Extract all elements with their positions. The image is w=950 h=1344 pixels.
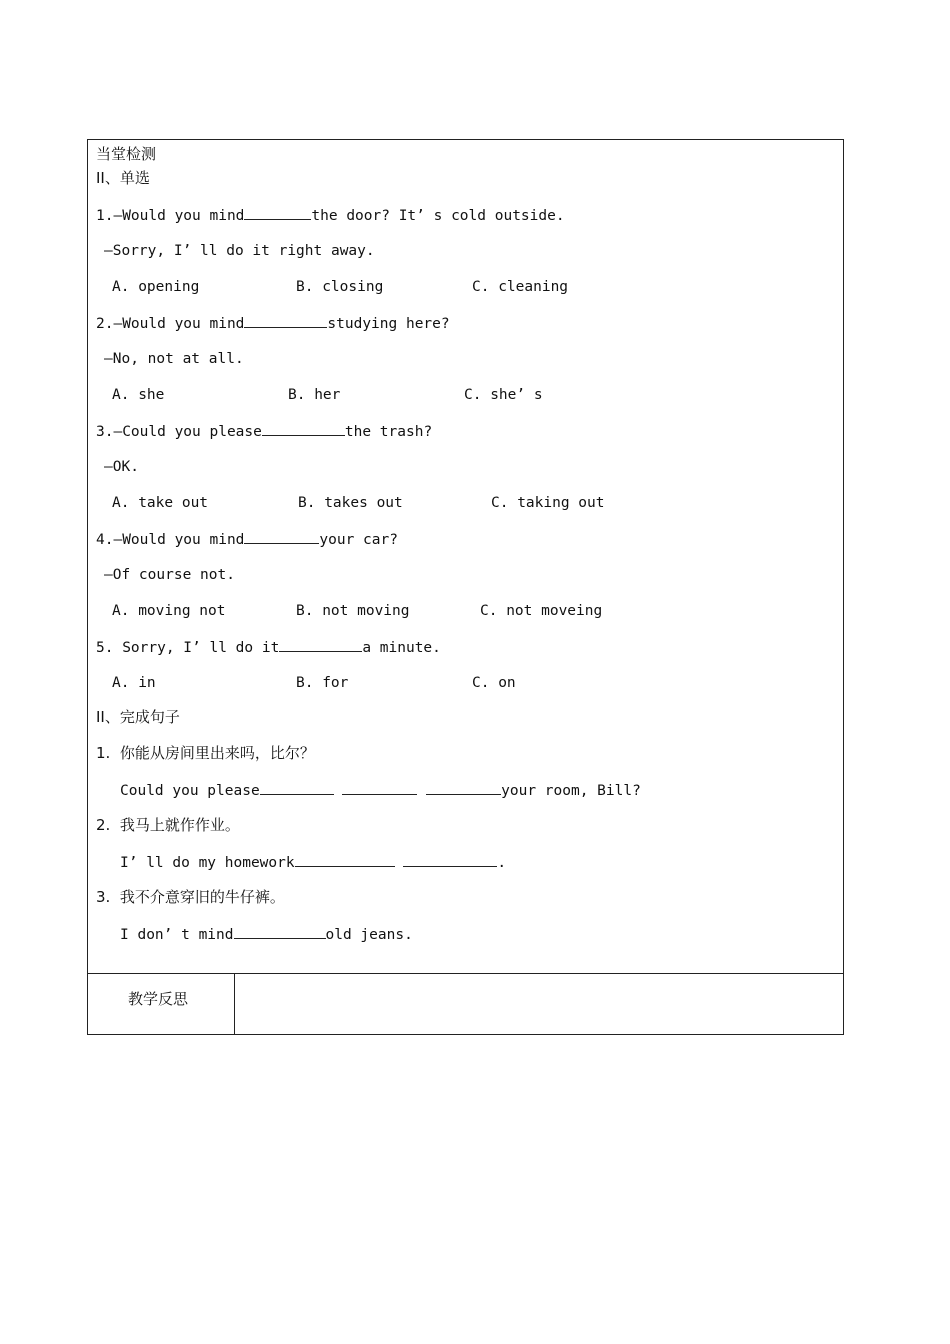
answer-blank[interactable] [244, 314, 327, 328]
section-title-single-choice: II、单选 [96, 169, 150, 187]
option-a: A. moving not [112, 603, 226, 619]
answer-blank[interactable] [426, 781, 501, 795]
answer-blank[interactable] [244, 206, 311, 220]
question-4: 4.—Would you mind your car? [96, 532, 398, 548]
question-4-reply: —Of course not. [104, 567, 235, 583]
question-3: 3.—Could you please the trash? [96, 424, 433, 440]
sentence-1-chinese: 1. 你能从房间里出来吗，比尔？ [96, 744, 315, 762]
question-2-reply: —No, not at all. [104, 351, 244, 367]
option-b: B. not moving [296, 603, 410, 619]
question-3-reply: —OK. [104, 459, 139, 475]
question-1: 1.—Would you mind the door? It’ s cold outside. [96, 208, 565, 224]
option-b: B. closing [296, 279, 384, 295]
answer-blank[interactable] [342, 781, 417, 795]
sentence-1-english: Could you please your room, Bill? [120, 783, 641, 799]
teaching-reflection-field[interactable] [236, 975, 842, 1033]
answer-blank[interactable] [234, 925, 326, 939]
section-title-complete-sentences: II、完成句子 [96, 708, 180, 726]
answer-blank[interactable] [262, 422, 345, 436]
sentence-3-chinese: 3. 我不介意穿旧的牛仔裤。 [96, 888, 285, 906]
option-c: C. not moveing [480, 603, 603, 619]
answer-blank[interactable] [403, 853, 497, 867]
option-c: C. on [472, 675, 516, 691]
question-1-reply: —Sorry, I’ ll do it right away. [104, 243, 375, 259]
option-c: C. cleaning [472, 279, 569, 295]
answer-blank[interactable] [279, 638, 362, 652]
question-2: 2.—Would you mind studying here? [96, 316, 450, 332]
answer-blank[interactable] [244, 530, 319, 544]
sentence-2-chinese: 2. 我马上就作作业。 [96, 816, 240, 834]
section-header: 当堂检测 [96, 145, 157, 163]
option-b: B. for [296, 675, 349, 691]
option-c: C. taking out [491, 495, 605, 511]
teaching-reflection-label: 教学反思 [128, 990, 189, 1008]
option-b: B. takes out [298, 495, 403, 511]
sentence-2-english: I’ ll do my homework . [120, 855, 507, 871]
answer-blank[interactable] [295, 853, 395, 867]
option-a: A. in [112, 675, 156, 691]
question-5: 5. Sorry, I’ ll do it a minute. [96, 640, 441, 656]
option-a: A. she [112, 387, 165, 403]
option-c: C. she’ s [464, 387, 543, 403]
table-column-divider [234, 973, 235, 1034]
answer-blank[interactable] [260, 781, 334, 795]
sentence-3-english: I don’ t mind old jeans. [120, 927, 413, 943]
option-a: A. take out [112, 495, 209, 511]
option-a: A. opening [112, 279, 200, 295]
table-divider [88, 973, 843, 974]
option-b: B. her [288, 387, 341, 403]
